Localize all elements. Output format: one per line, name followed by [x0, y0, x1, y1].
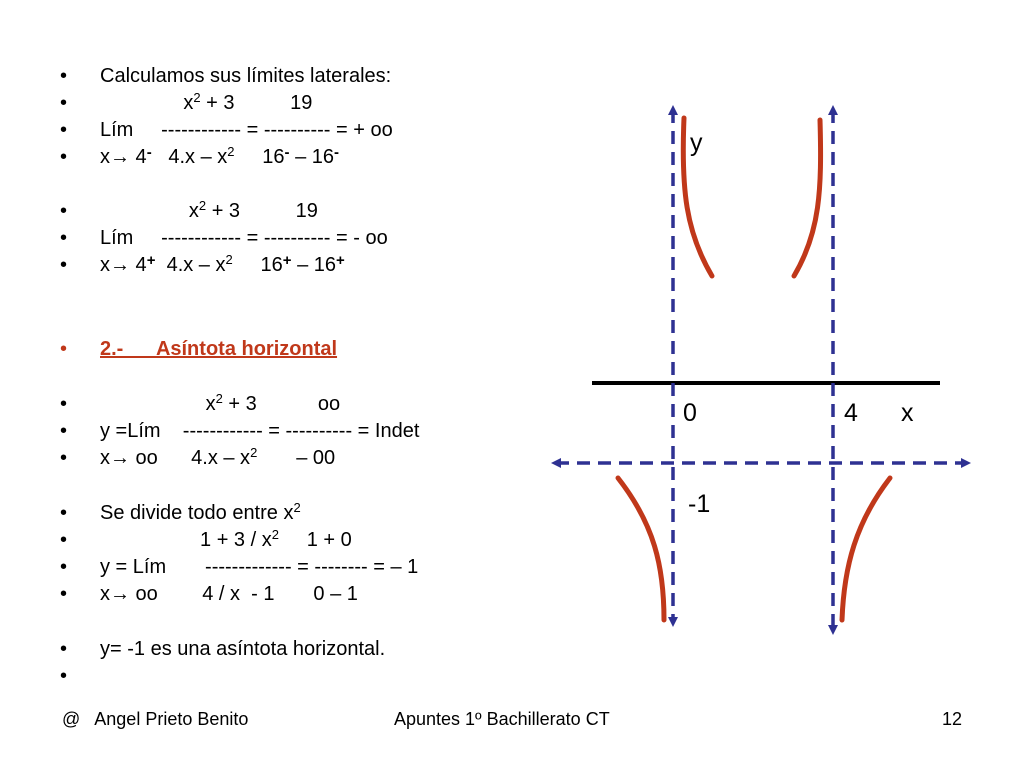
bullet-line: • $x^2 + 3$ 19: [60, 198, 318, 222]
tick-label-zero: 0: [683, 399, 697, 427]
tick-label-four: 4: [844, 399, 858, 427]
curve-branch-lower-right: [842, 478, 890, 620]
bullet-line: • y = Lím ------------- = -------- = – 1: [60, 556, 419, 578]
x-axis-label: x: [901, 399, 914, 427]
bullet-line: • Lím ------------ = ---------- = + oo: [60, 119, 393, 141]
bullet-line: • $x^2 + 3$ oo: [60, 391, 341, 415]
tick-label-minus-one: -1: [688, 490, 711, 518]
bullet-line: • x→ 4+ $4.x - x^2$ 16+ – 16+: [60, 252, 345, 276]
empty-bullet: •: [60, 665, 68, 687]
section-heading: • 2.- Asíntota horizontal: [60, 338, 338, 360]
bullet-line: • Se divide todo entre $x^2$: [60, 500, 301, 524]
bullet-line: • y =Lím ------------ = ---------- = Indet: [60, 420, 420, 442]
curve-branch-lower-left: [618, 478, 664, 620]
footer-course: Apuntes 1º Bachillerato CT: [394, 709, 610, 729]
footer-author: @ Angel Prieto Benito: [62, 709, 249, 729]
bullet-line: • $x^2 + 3$ 19: [60, 90, 313, 114]
bullet-line: • y= -1 es una asíntota horizontal.: [60, 638, 386, 660]
bullet-line: • x→ oo 4 / x - 1 0 – 1: [60, 583, 358, 605]
page-number: 12: [942, 709, 963, 729]
bullet-line: • Lím ------------ = ---------- = - oo: [60, 227, 388, 249]
curve-branch-upper-right: [794, 120, 821, 276]
bullet-line: • x→ oo $4.x - x^2$ – 00: [60, 445, 336, 469]
bullet-line: • x→ 4- $4.x - x^2$ 16- – 16-: [60, 144, 340, 168]
bullet-line: • $1 + 3 / x^2$ 1 + 0: [60, 527, 352, 551]
bullet-line: • Calculamos sus límites laterales:: [60, 65, 392, 87]
y-axis-label: y: [690, 129, 703, 157]
